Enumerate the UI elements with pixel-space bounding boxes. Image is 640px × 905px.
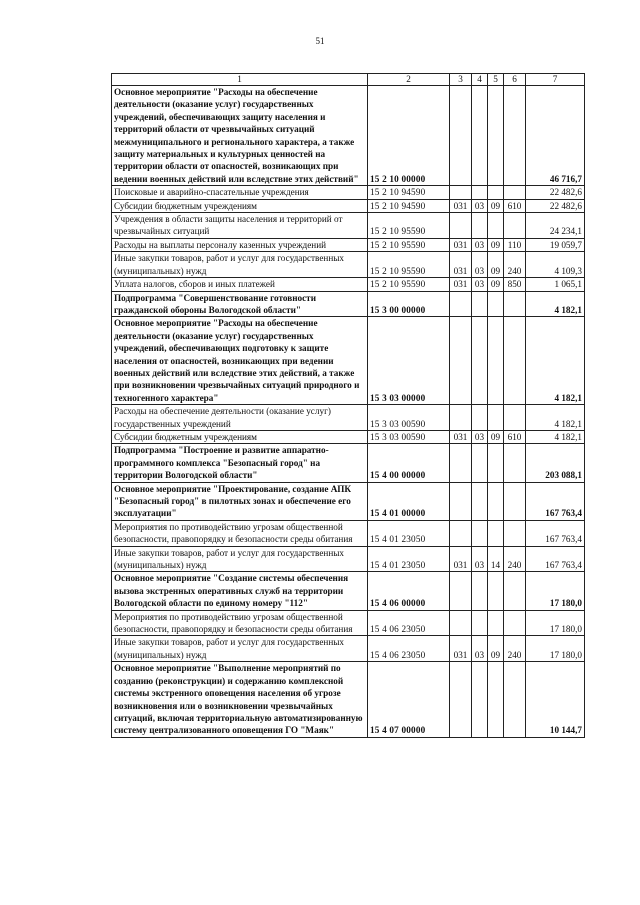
row-name-cell: Подпрограмма "Построение и развитие аппаратно-программного комплекса "Безопасный город" на территории Вологодской области" [112,444,368,482]
row-col3-cell: 031 [450,546,472,572]
row-col4-cell [472,482,488,520]
row-code-cell: 15 4 06 23050 [368,610,450,636]
row-col3-cell [450,186,472,199]
row-col6-cell [504,482,526,520]
row-code-cell: 15 4 06 23050 [368,636,450,662]
table-row [112,444,585,482]
header-col-1: 1 [112,74,368,86]
row-col4-cell: 03 [472,238,488,251]
row-col3-cell: 031 [450,430,472,443]
row-col6-cell [504,291,526,317]
row-col6-cell [504,86,526,186]
row-name-cell: Иные закупки товаров, работ и услуг для государственных (муниципальных) нужд [112,546,368,572]
row-name-cell: Основное мероприятие "Расходы на обеспечение деятельности (оказание услуг) государственных учреждений, обеспечивающих подготовку к защите населения от опасностей, возникающих при ведении военных действий или вследствие этих действий, а также при возникновении чрезвычайных ситуаций природного и техногенного характера" [112,317,368,405]
row-col6-cell: 610 [504,430,526,443]
row-col5-cell [488,520,504,546]
table-row [112,520,585,546]
row-col5-cell [488,213,504,239]
row-col6-cell [504,213,526,239]
table-row [112,662,585,737]
row-col5-cell [488,86,504,186]
row-col3-cell [450,572,472,610]
row-code-cell: 15 2 10 95590 [368,252,450,278]
row-amount-cell: 4 182,1 [526,430,585,443]
table-row [112,86,585,186]
row-col4-cell [472,520,488,546]
row-col4-cell [472,572,488,610]
row-col6-cell: 110 [504,238,526,251]
row-amount-cell: 167 763,4 [526,482,585,520]
table-row [112,252,585,278]
row-col3-cell: 031 [450,278,472,291]
row-col4-cell [472,405,488,431]
row-col3-cell [450,610,472,636]
row-col6-cell [504,317,526,405]
row-amount-cell: 17 180,0 [526,610,585,636]
row-name-cell: Поисковые и аварийно-спасательные учреждения [112,186,368,199]
row-name-cell: Расходы на выплаты персоналу казенных учреждений [112,238,368,251]
row-col3-cell [450,444,472,482]
row-name-cell: Основное мероприятие "Создание системы обеспечения вызова экстренных оперативных служб на территории Вологодской области по единому номеру "112" [112,572,368,610]
row-col5-cell [488,317,504,405]
row-col5-cell [488,291,504,317]
row-col4-cell: 03 [472,278,488,291]
row-name-cell: Основное мероприятие "Выполнение мероприятий по созданию (реконструкции) и содержанию комплексной системы экстренного оповещения населения об угрозе возникновения или о возникновении чрезвычайных ситуаций, включая территориальную автоматизированную систему централизованного оповещения ГО "Маяк" [112,662,368,737]
row-col5-cell: 09 [488,636,504,662]
row-col5-cell [488,610,504,636]
row-code-cell: 15 4 06 00000 [368,572,450,610]
row-col4-cell [472,213,488,239]
row-code-cell: 15 4 07 00000 [368,662,450,737]
row-col5-cell [488,662,504,737]
row-col6-cell [504,186,526,199]
header-col-5: 5 [488,74,504,86]
row-col4-cell [472,186,488,199]
row-col5-cell: 09 [488,252,504,278]
table-row [112,610,585,636]
row-col5-cell [488,405,504,431]
row-code-cell: 15 2 10 00000 [368,86,450,186]
row-col3-cell: 031 [450,252,472,278]
row-col3-cell [450,317,472,405]
row-col5-cell [488,186,504,199]
row-name-cell: Подпрограмма "Совершенствование готовности гражданской обороны Вологодской области" [112,291,368,317]
row-amount-cell: 1 065,1 [526,278,585,291]
row-col5-cell [488,482,504,520]
row-code-cell: 15 4 01 23050 [368,546,450,572]
table-row [112,430,585,443]
row-col6-cell [504,444,526,482]
row-col4-cell: 03 [472,252,488,278]
table-row [112,636,585,662]
row-col6-cell [504,520,526,546]
row-code-cell: 15 2 10 94590 [368,199,450,212]
row-col5-cell: 09 [488,278,504,291]
row-code-cell: 15 3 03 00590 [368,430,450,443]
table-row [112,199,585,212]
row-name-cell: Мероприятия по противодействию угрозам общественной безопасности, правопорядку и безопасности среды обитания [112,520,368,546]
row-amount-cell: 4 182,1 [526,291,585,317]
row-code-cell: 15 2 10 94590 [368,186,450,199]
row-col4-cell [472,291,488,317]
table-row [112,405,585,431]
row-amount-cell: 4 182,1 [526,317,585,405]
table-header-row [112,74,585,86]
row-col3-cell: 031 [450,636,472,662]
row-col4-cell [472,444,488,482]
row-amount-cell: 167 763,4 [526,520,585,546]
row-col3-cell [450,213,472,239]
row-col4-cell [472,662,488,737]
table-row [112,291,585,317]
row-col3-cell [450,662,472,737]
row-amount-cell: 10 144,7 [526,662,585,737]
row-col4-cell: 03 [472,546,488,572]
row-col4-cell: 03 [472,199,488,212]
row-amount-cell: 46 716,7 [526,86,585,186]
header-col-4: 4 [472,74,488,86]
row-amount-cell: 17 180,0 [526,572,585,610]
row-name-cell: Иные закупки товаров, работ и услуг для государственных (муниципальных) нужд [112,252,368,278]
header-col-2: 2 [368,74,450,86]
row-amount-cell: 22 482,6 [526,199,585,212]
row-col6-cell: 850 [504,278,526,291]
row-col3-cell [450,482,472,520]
row-amount-cell: 203 088,1 [526,444,585,482]
row-col5-cell: 09 [488,430,504,443]
row-col5-cell: 09 [488,199,504,212]
row-col6-cell [504,405,526,431]
row-code-cell: 15 2 10 95590 [368,238,450,251]
row-name-cell: Мероприятия по противодействию угрозам общественной безопасности, правопорядку и безопасности среды обитания [112,610,368,636]
row-name-cell: Учреждения в области защиты населения и территорий от чрезвычайных ситуаций [112,213,368,239]
row-col5-cell: 09 [488,238,504,251]
row-code-cell: 15 3 00 00000 [368,291,450,317]
row-col6-cell: 240 [504,636,526,662]
row-code-cell: 15 2 10 95590 [368,278,450,291]
row-col6-cell: 610 [504,199,526,212]
table-row [112,317,585,405]
row-name-cell: Основное мероприятие "Проектирование, создание АПК "Безопасный город" в пилотных зонах и обеспечение его эксплуатации" [112,482,368,520]
row-name-cell: Иные закупки товаров, работ и услуг для государственных (муниципальных) нужд [112,636,368,662]
row-name-cell: Субсидии бюджетным учреждениям [112,430,368,443]
row-amount-cell: 19 059,7 [526,238,585,251]
row-amount-cell: 17 180,0 [526,636,585,662]
row-col3-cell [450,405,472,431]
row-amount-cell: 22 482,6 [526,186,585,199]
header-col-7: 7 [526,74,585,86]
row-col3-cell [450,291,472,317]
table-row [112,482,585,520]
row-code-cell: 15 4 00 00000 [368,444,450,482]
row-col6-cell [504,572,526,610]
row-code-cell: 15 3 03 00000 [368,317,450,405]
row-col6-cell [504,662,526,737]
table-body [112,86,585,738]
row-amount-cell: 4 182,1 [526,405,585,431]
table-row [112,238,585,251]
row-col5-cell: 14 [488,546,504,572]
row-name-cell: Расходы на обеспечение деятельности (оказание услуг) государственных учреждений [112,405,368,431]
row-name-cell: Субсидии бюджетным учреждениям [112,199,368,212]
row-code-cell: 15 2 10 95590 [368,213,450,239]
row-col4-cell [472,317,488,405]
table-row [112,546,585,572]
row-col4-cell: 03 [472,430,488,443]
row-col3-cell: 031 [450,238,472,251]
row-name-cell: Основное мероприятие "Расходы на обеспечение деятельности (оказание услуг) государственных учреждений, обеспечивающих защиту населения и территорий области от чрезвычайных ситуаций межмуниципального и регионального характера, а также защиту материальных и культурных ценностей на территории области от опасностей, возникающих при ведении военных действий или вследствие этих действий" [112,86,368,186]
row-amount-cell: 24 234,1 [526,213,585,239]
row-col5-cell [488,572,504,610]
row-col6-cell: 240 [504,252,526,278]
budget-table [111,73,585,738]
page-number: 51 [315,36,325,46]
row-col3-cell: 031 [450,199,472,212]
row-code-cell: 15 3 03 00590 [368,405,450,431]
row-col5-cell [488,444,504,482]
row-col3-cell [450,86,472,186]
table-row [112,278,585,291]
table-row [112,572,585,610]
header-col-3: 3 [450,74,472,86]
row-code-cell: 15 4 01 00000 [368,482,450,520]
table-row [112,213,585,239]
row-amount-cell: 4 109,3 [526,252,585,278]
row-col4-cell: 03 [472,636,488,662]
row-col6-cell: 240 [504,546,526,572]
row-col4-cell [472,610,488,636]
row-code-cell: 15 4 01 23050 [368,520,450,546]
row-name-cell: Уплата налогов, сборов и иных платежей [112,278,368,291]
row-amount-cell: 167 763,4 [526,546,585,572]
row-col4-cell [472,86,488,186]
table-row [112,186,585,199]
row-col6-cell [504,610,526,636]
row-col3-cell [450,520,472,546]
header-col-6: 6 [504,74,526,86]
